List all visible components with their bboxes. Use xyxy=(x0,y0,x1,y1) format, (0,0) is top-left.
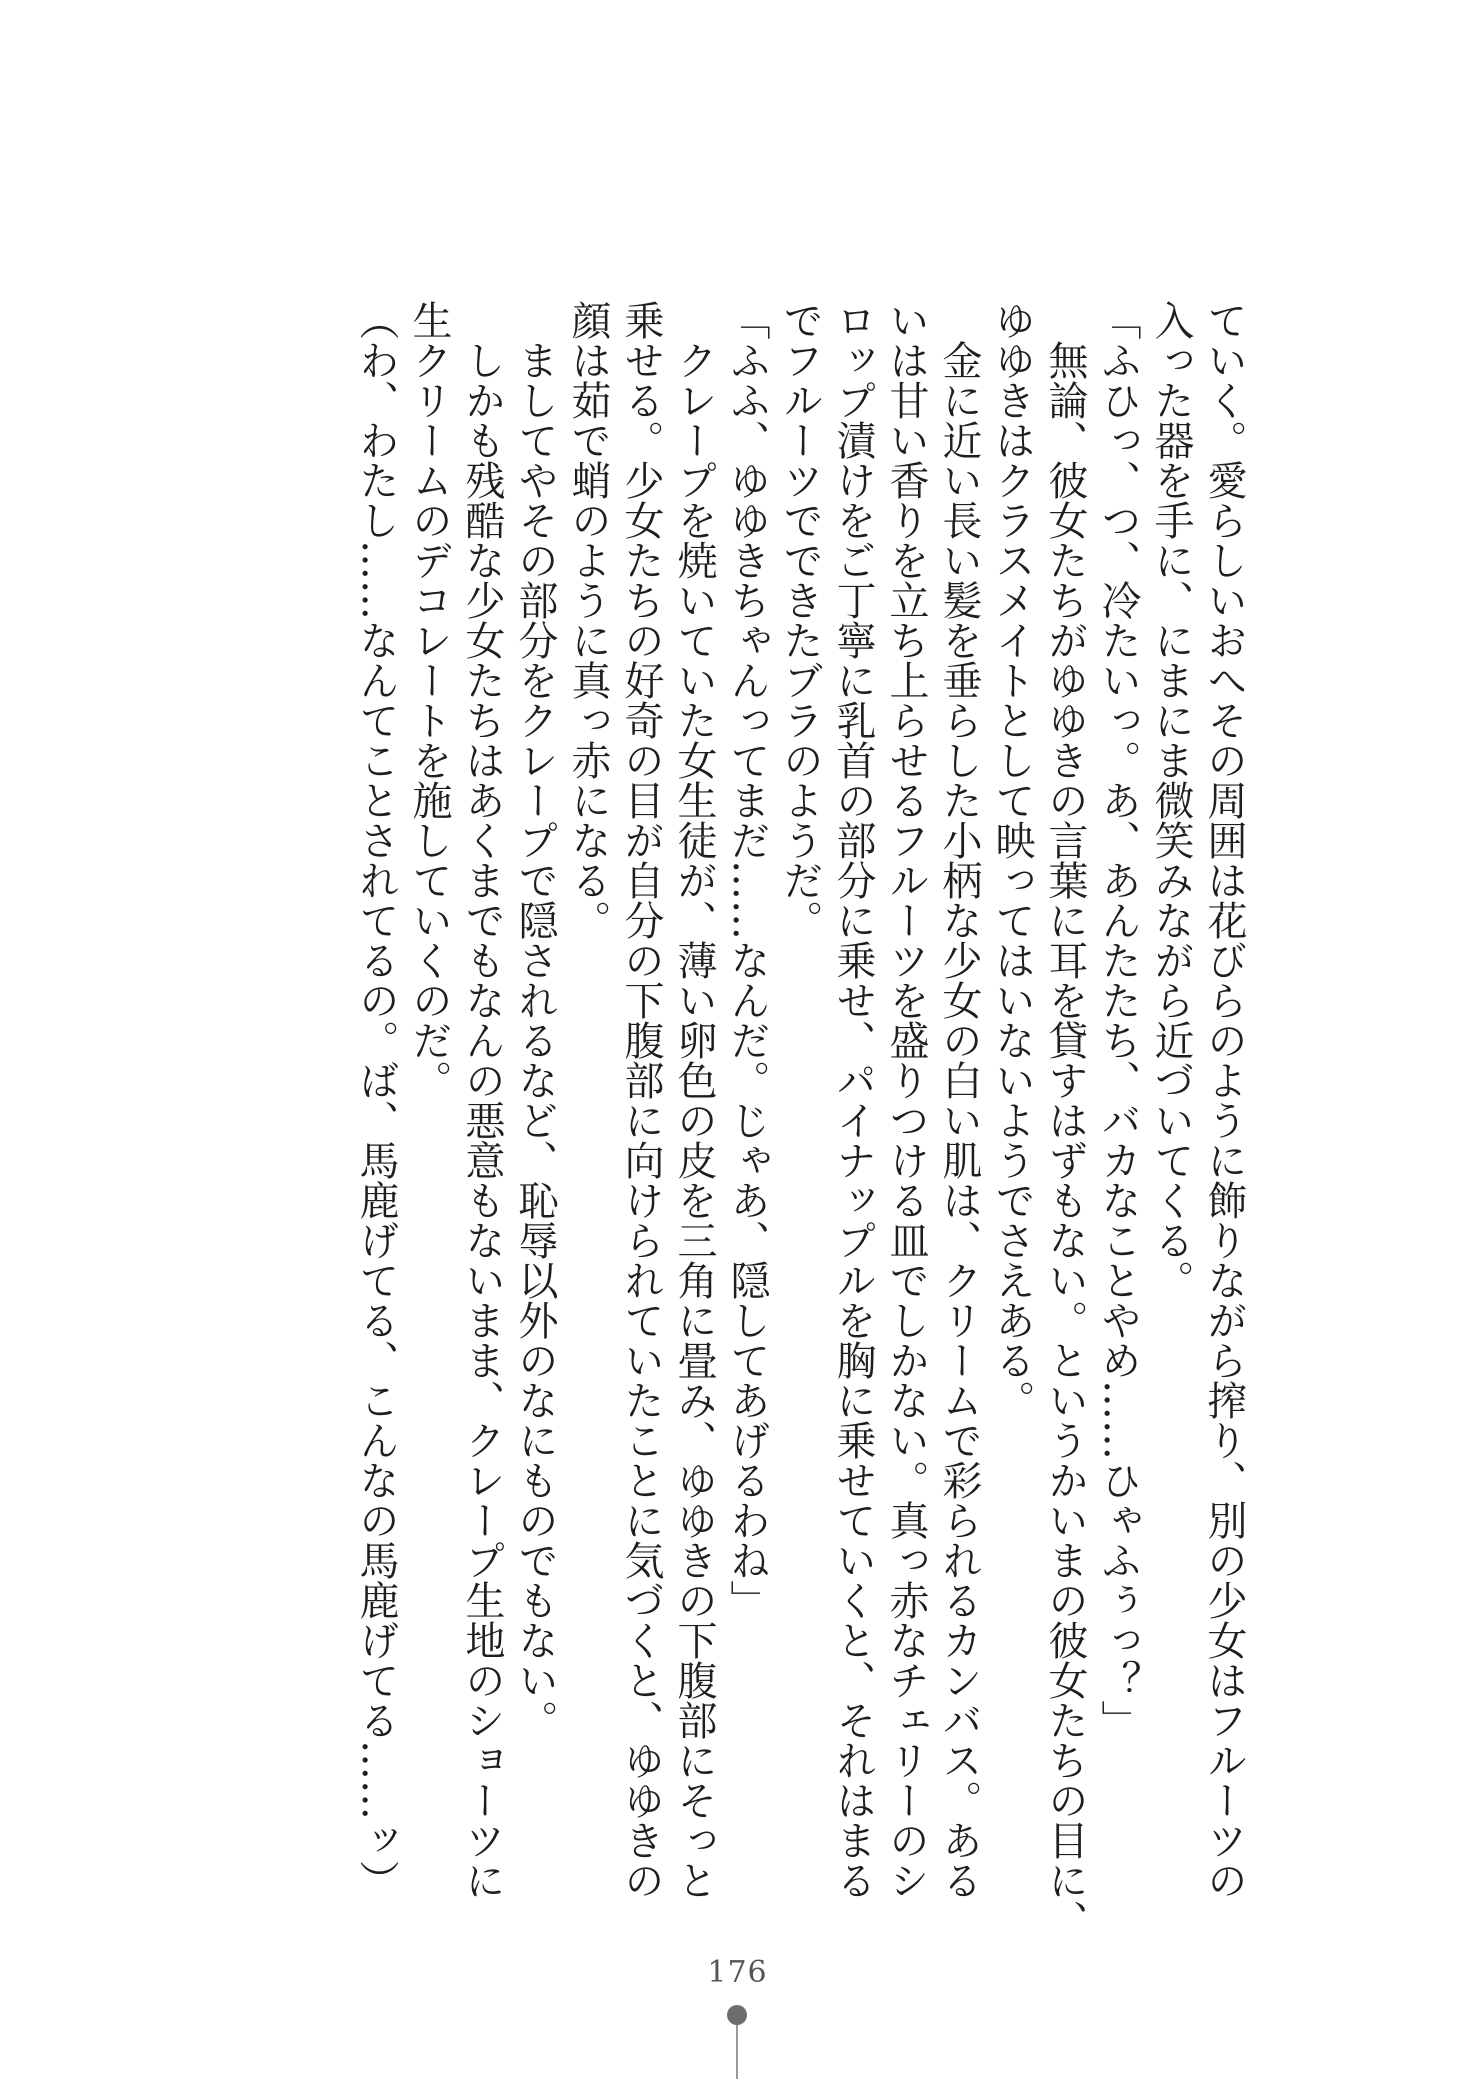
text-line: 金に近い長い髪を垂らした小柄な少女の白い肌は、クリームで彩られるカンバス。ある xyxy=(936,300,982,1900)
text-line: ロップ漬けをご丁寧に乳首の部分に乗せ、パイナップルを胸に乗せていくと、それはまる xyxy=(830,300,876,1900)
text-line: 入った器を手に、にまにま微笑みながら近づいてくる。 xyxy=(1148,300,1194,1300)
text-line: 「ふひっ、つ、冷たいっ。あ、あんたたち、バカなことやめ……ひゃふぅっ？」 xyxy=(1095,300,1141,1740)
text-line: ましてやその部分をクレープで隠されるなど、恥辱以外のなにものでもない。 xyxy=(512,300,558,1740)
text-line: でフルーツでできたブラのようだ。 xyxy=(777,300,823,940)
folio-line-ornament xyxy=(736,2025,738,2079)
text-line: （わ、わたし……なんてことされてるの。ば、馬鹿げてる、こんなの馬鹿げてる……ッ） xyxy=(353,300,399,1900)
vertical-text-body xyxy=(349,300,1250,1940)
text-line: 乗せる。少女たちの好奇の目が自分の下腹部に向けられていたことに気づくと、ゆゆきの xyxy=(618,300,664,1900)
text-line: いは甘い香りを立ち上らせるフルーツを盛りつける皿でしかない。真っ赤なチェリーのシ xyxy=(883,300,929,1900)
text-line: 「ふふ、ゆゆきちゃんってまだ……なんだ。じゃあ、隠してあげるわね」 xyxy=(724,300,770,1620)
page-number: 176 xyxy=(707,1955,768,1990)
folio-dot-ornament xyxy=(727,2005,747,2025)
text-line: 顔は茹で蛸のように真っ赤になる。 xyxy=(565,300,611,940)
text-line: クレープを焼いていた女生徒が、薄い卵色の皮を三角に畳み、ゆゆきの下腹部にそっと xyxy=(671,300,717,1900)
text-line: ていく。愛らしいおへその周囲は花びらのように飾りながら搾り、別の少女はフルーツの xyxy=(1201,300,1247,1900)
text-line: しかも残酷な少女たちはあくまでもなんの悪意もないまま、クレープ生地のショーツに xyxy=(459,300,505,1900)
text-line: 生クリームのデコレートを施していくのだ。 xyxy=(406,300,452,1100)
text-line: ゆゆきはクラスメイトとして映ってはいないようでさえある。 xyxy=(989,300,1035,1420)
text-line: 無論、彼女たちがゆゆきの言葉に耳を貸すはずもない。というかいまの彼女たちの目に、 xyxy=(1042,300,1088,1940)
